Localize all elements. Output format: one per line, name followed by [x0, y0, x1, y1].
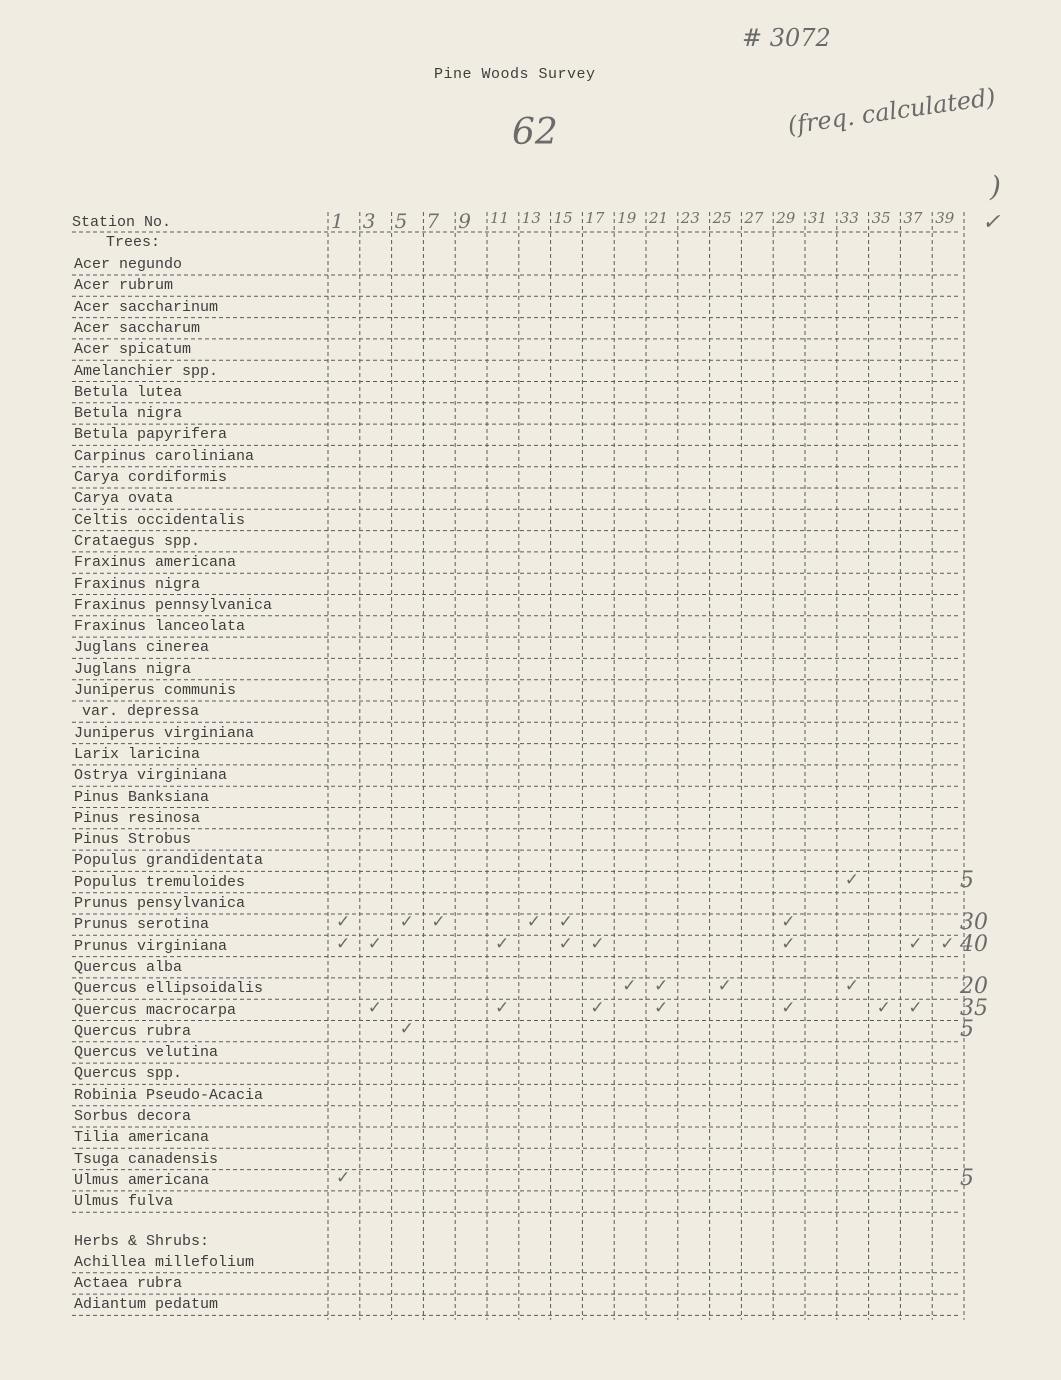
species-name: Juglans cinerea [74, 639, 210, 657]
station-number: 3 [362, 209, 376, 233]
species-name: Robinia Pseudo-Acacia [74, 1086, 264, 1104]
station-checkmark: ✓ [526, 912, 542, 933]
frequency-value: 5 [960, 867, 974, 893]
station-number: 33 [839, 209, 859, 227]
station-number: 25 [712, 209, 732, 227]
frequency-value: 20 [960, 974, 988, 1000]
frequency-note: (freq. calculated) [786, 82, 998, 140]
species-name: Acer saccharum [74, 319, 201, 337]
species-name: Sorbus decora [74, 1108, 192, 1125]
species-name: Actaea rubra [74, 1275, 183, 1293]
species-name: Pinus Strobus [74, 831, 192, 849]
species-name: Fraxinus lanceolata [74, 618, 246, 636]
species-name: Fraxinus pennsylvanica [74, 596, 273, 614]
station-checkmark: ✓ [590, 933, 605, 954]
station-number: 21 [649, 209, 669, 227]
species-name: Pinus Banksiana [74, 788, 210, 806]
station-checkmark: ✓ [431, 912, 446, 933]
document-number: # 3072 [742, 24, 831, 52]
species-name: Acer negundo [74, 256, 183, 273]
species-name: Betula papyrifera [74, 426, 228, 444]
species-name: Amelanchier spp. [74, 362, 219, 380]
page-title: Pine Woods Survey [434, 66, 596, 83]
station-checkmark: ✓ [336, 933, 351, 954]
species-name: Ostrya virginiana [74, 767, 228, 785]
species-name: Crataegus spp. [74, 532, 201, 550]
species-name: Acer rubrum [74, 277, 174, 295]
station-number: 11 [490, 209, 510, 227]
station-number: 13 [521, 209, 541, 227]
species-name: Ulmus fulva [74, 1193, 174, 1211]
species-name: Prunus virginiana [74, 937, 228, 955]
station-checkmark: ✓ [781, 997, 796, 1018]
station-number: 31 [808, 209, 828, 227]
station-checkmark: ✓ [908, 997, 923, 1018]
species-name: Quercus macrocarpa [74, 1001, 237, 1019]
header-checkmark: ✓ [982, 210, 1001, 235]
species-name: Prunus serotina [74, 916, 210, 934]
station-number: 15 [553, 209, 573, 227]
station-checkmark: ✓ [336, 912, 351, 933]
species-name: Populus grandidentata [74, 852, 264, 870]
station-number-label: Station No. [72, 214, 172, 231]
station-number: 35 [871, 209, 891, 227]
species-name: var. depressa [82, 703, 200, 721]
species-name: Carya ovata [74, 490, 174, 508]
species-name: Quercus rubra [74, 1022, 192, 1040]
station-checkmark: ✓ [844, 869, 860, 890]
species-name: Betula lutea [74, 383, 183, 401]
species-name: Fraxinus americana [74, 554, 237, 572]
species-name: Juglans nigra [74, 660, 192, 678]
species-name: Quercus ellipsoidalis [74, 980, 264, 998]
station-checkmark: ✓ [590, 997, 605, 1018]
species-name: Populus tremuloides [74, 873, 246, 891]
survey-number: 62 [512, 112, 558, 153]
species-name: Quercus alba [74, 958, 183, 976]
station-number: 29 [776, 209, 796, 227]
station-checkmark: ✓ [495, 933, 510, 954]
species-name: Tsuga canadensis [74, 1150, 219, 1168]
species-name: Prunus pensylvanica [74, 895, 246, 912]
station-checkmark: ✓ [336, 1167, 351, 1188]
station-checkmark: ✓ [622, 976, 637, 997]
species-name: Celtis occidentalis [74, 511, 246, 529]
station-number: 19 [617, 209, 637, 227]
species-name: Quercus velutina [74, 1044, 219, 1062]
station-checkmark: ✓ [654, 997, 669, 1018]
station-number: 37 [903, 209, 923, 227]
species-name: Adiantum pedatum [74, 1296, 219, 1314]
station-number: 9 [458, 209, 471, 233]
station-checkmark: ✓ [399, 912, 414, 933]
station-number: 1 [331, 209, 344, 233]
station-checkmark: ✓ [558, 912, 573, 933]
bracket-mark: ) [990, 170, 1001, 203]
trees-section-label: Trees: [106, 234, 161, 251]
frequency-value: 40 [960, 931, 988, 957]
station-checkmark: ✓ [717, 976, 732, 997]
herbs-section-label: Herbs & Shrubs: [74, 1232, 210, 1250]
station-number: 39 [935, 209, 955, 227]
station-checkmark: ✓ [367, 997, 383, 1018]
species-name: Acer saccharinum [74, 298, 219, 316]
station-checkmark: ✓ [844, 976, 860, 997]
species-name: Achillea millefolium [74, 1253, 255, 1271]
species-name: Fraxinus nigra [74, 575, 201, 593]
frequency-value: 35 [960, 995, 988, 1021]
station-checkmark: ✓ [558, 933, 573, 954]
species-name: Quercus spp. [74, 1065, 183, 1083]
station-checkmark: ✓ [876, 997, 891, 1018]
station-number: 5 [394, 209, 408, 233]
station-checkmark: ✓ [781, 912, 796, 933]
station-checkmark: ✓ [495, 997, 510, 1018]
station-number: 23 [680, 209, 700, 227]
station-checkmark: ✓ [654, 976, 669, 997]
frequency-value: 5 [960, 1165, 974, 1191]
station-checkmark: ✓ [908, 933, 923, 954]
frequency-value: 30 [960, 910, 988, 936]
station-checkmark: ✓ [781, 933, 796, 954]
species-name: Juniperus communis [74, 682, 237, 699]
species-name: Tilia americana [74, 1129, 210, 1147]
station-checkmark: ✓ [367, 933, 383, 954]
species-name: Ulmus americana [74, 1171, 210, 1189]
station-number: 27 [744, 209, 764, 227]
station-number: 7 [426, 209, 440, 233]
species-name: Carya cordiformis [74, 469, 228, 486]
frequency-value: 5 [960, 1016, 974, 1042]
species-name: Acer spicatum [74, 341, 192, 359]
species-name: Larix laricina [74, 745, 201, 763]
species-name: Juniperus virginiana [74, 724, 255, 742]
station-number: 17 [585, 209, 605, 227]
species-name: Pinus resinosa [74, 809, 201, 827]
station-checkmark: ✓ [940, 933, 955, 954]
station-checkmark: ✓ [399, 1018, 414, 1039]
species-name: Carpinus caroliniana [74, 447, 255, 465]
species-name: Betula nigra [74, 405, 183, 423]
